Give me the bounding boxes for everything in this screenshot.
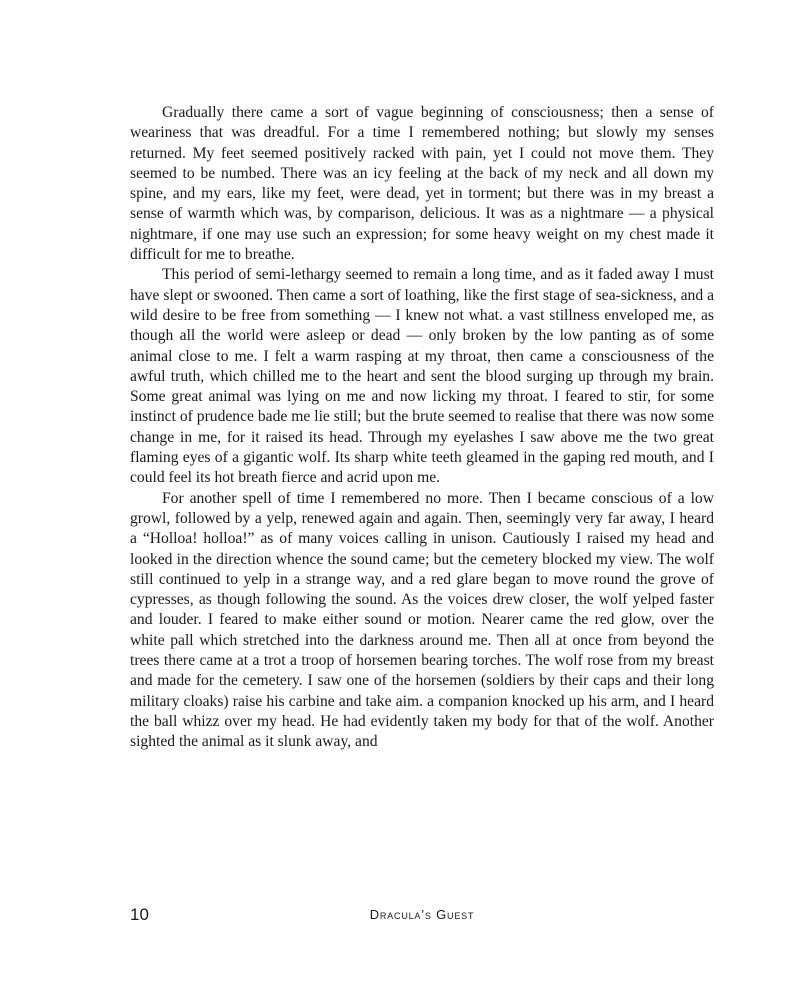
page-number: 10 xyxy=(130,905,149,924)
page-footer xyxy=(130,905,714,929)
paragraph-3: For another spell of time I remembered no more. Then I became conscious of a low growl, followed by a yelp, renewed again and again. Then, seemingly very far away, I heard a “Holloa! holloa!” as of many voices calling in unison. Cautiously I raised my head and looked in the direction whence the sound came; but the cemetery blocked my view. The wolf still continued to yelp in a strange way, and a red glare began to move round the grove of cypresses, as though following the sound. As the voices drew closer, the wolf yelped faster and louder. I feared to make either sound or motion. Nearer came the red glow, over the white pall which stretched into the darkness around me. Then all at once from beyond the trees there came at a trot a troop of horsemen bearing torches. The wolf rose from my breast and made for the cemetery. I saw one of the horsemen (soldiers by their caps and their long military cloaks) raise his carbine and take aim. a companion knocked up his arm, and I heard the ball whizz over my head. He had evidently taken my body for that of the wolf. Another sighted the animal as it slunk away, and xyxy=(130,489,714,751)
running-title: Dracula’s Guest xyxy=(369,907,475,922)
paragraph-1: Gradually there came a sort of vague beginning of consciousness; then a sense of weariness that was dreadful. For a time I remembered nothing; but slowly my senses returned. My feet seemed positively racked with pain, yet I could not move them. They seemed to be numbed. There was an icy feeling at the back of my neck and all down my spine, and my ears, like my feet, were dead, yet in torment; but there was in my breast a sense of warmth which was, by comparison, delicious. It was as a nightmare — a physical nightmare, if one may use such an expression; for some heavy weight on my chest made it difficult for me to breathe. xyxy=(130,104,714,264)
page-body xyxy=(130,103,714,753)
paragraph-2: This period of semi-lethargy seemed to remain a long time, and as it faded away I must have slept or swooned. Then came a sort of loathing, like the first stage of sea-sickness, and a wild desire to be free from something — I knew not what. a vast stillness enveloped me, as though all the world were asleep or dead — only broken by the low panting as of some animal close to me. I felt a warm rasping at my throat, then came a consciousness of the awful truth, which chilled me to the heart and sent the blood surging up through my brain. Some great animal was lying on me and now licking my throat. I feared to stir, for some instinct of prudence bade me lie still; but the brute seemed to realise that there was now some change in me, for it raised its head. Through my eyelashes I saw above me the two great flaming eyes of a gigantic wolf. Its sharp white teeth gleamed in the gaping red mouth, and I could feel its hot breath fierce and acrid upon me. xyxy=(130,266,714,487)
